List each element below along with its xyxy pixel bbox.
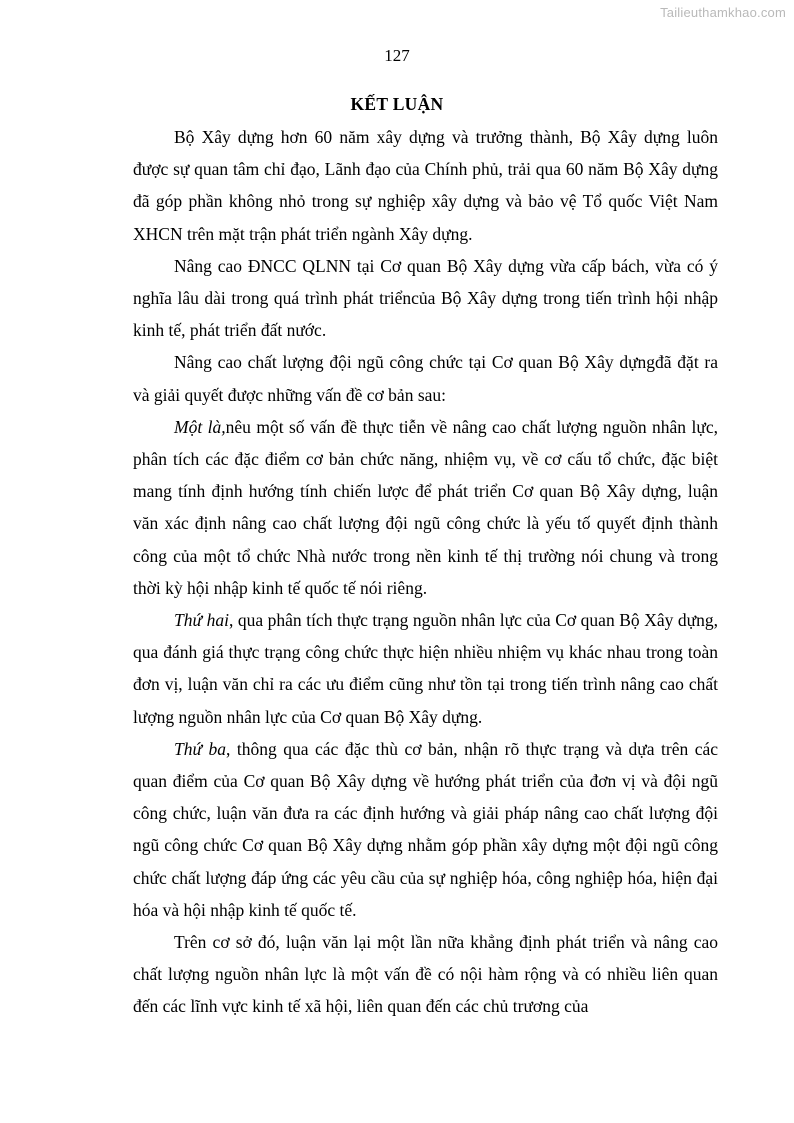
paragraph-text: , qua phân tích thực trạng nguồn nhân lực của Cơ quan Bộ Xây dựng, qua đánh giá thực trạng công chức thực hiện nhiều nhiệm vụ khác nhau trong toàn đơn vị, luận văn chỉ ra các ưu điểm cũng như tồn tại trong tiến trình nâng cao chất lượng nguồn nhân lực của Cơ quan Bộ Xây dựng. — [133, 610, 718, 727]
paragraph-7 — [133, 926, 718, 1023]
page-title: KẾT LUẬN — [350, 94, 444, 114]
paragraph-lead: Một là, — [174, 416, 226, 437]
watermark-text: Tailieuthamkhao.com — [660, 5, 786, 20]
paragraph-4 — [133, 411, 718, 604]
paragraph-3 — [133, 346, 718, 410]
paragraph-lead: Thứ hai — [174, 610, 229, 631]
paragraph-text: Trên cơ sở đó, luận văn lại một lần nữa khẳng định phát triển và nâng cao chất lượng nguồn nhân lực là một vấn đề có nội hàm rộng và có nhiều liên quan đến các lĩnh vực kinh tế xã hội, liên quan đến các chủ trương của — [133, 932, 718, 1017]
paragraph-text: Bộ Xây dựng hơn 60 năm xây dựng và trưởng thành, Bộ Xây dựng luôn được sự quan tâm chỉ đạo, Lãnh đạo của Chính phủ, trải qua 60 năm Bộ Xây dựng đã góp phần không nhỏ trong sự nghiệp xây dựng và bảo vệ Tổ quốc Việt Nam XHCN trên mặt trận phát triển ngành Xây dựng. — [133, 127, 718, 244]
page-number: 127 — [384, 46, 410, 65]
paragraph-2 — [133, 250, 718, 347]
body-text — [133, 121, 718, 1023]
paragraph-5 — [133, 604, 718, 733]
paragraph-lead: Thứ ba — [174, 738, 227, 759]
paragraph-text: Nâng cao chất lượng đội ngũ công chức tại Cơ quan Bộ Xây dựngđã đặt ra và giải quyết được những vấn đề cơ bản sau: — [133, 352, 718, 405]
paragraph-text: nêu một số vấn đề thực tiễn về nâng cao chất lượng nguồn nhân lực, phân tích các đặc điểm cơ bản chức năng, nhiệm vụ, về cơ cấu tổ chức, đặc biệt mang tính định hướng tính chiến lược để phát triển Cơ quan Bộ Xây dựng, luận văn xác định nâng cao chất lượng đội ngũ công chức là yếu tố quyết định thành công của một tổ chức Nhà nước trong nền kinh tế thị trường nói chung và trong thời kỳ hội nhập kinh tế quốc tế nói riêng. — [133, 416, 718, 598]
paragraph-text: Nâng cao ĐNCC QLNN tại Cơ quan Bộ Xây dựng vừa cấp bách, vừa có ý nghĩa lâu dài trong quá trình phát triểncủa Bộ Xây dựng trong tiến trình hội nhập kinh tế, phát triển đất nước. — [133, 255, 718, 341]
paragraph-6 — [133, 733, 718, 926]
paragraph-text: , thông qua các đặc thù cơ bản, nhận rõ thực trạng và dựa trên các quan điểm của Cơ quan Bộ Xây dựng về hướng phát triển của đơn vị và đội ngũ công chức, luận văn đưa ra các định hướng và giải pháp nâng cao chất lượng đội ngũ công chức Cơ quan Bộ Xây dựng nhằm góp phần xây dựng một đội ngũ công chức chất lượng đáp ứng các yêu cầu của sự nghiệp hóa, công nghiệp hóa, hiện đại hóa và hội nhập kinh tế quốc tế. — [133, 738, 719, 920]
paragraph-1 — [133, 121, 718, 250]
